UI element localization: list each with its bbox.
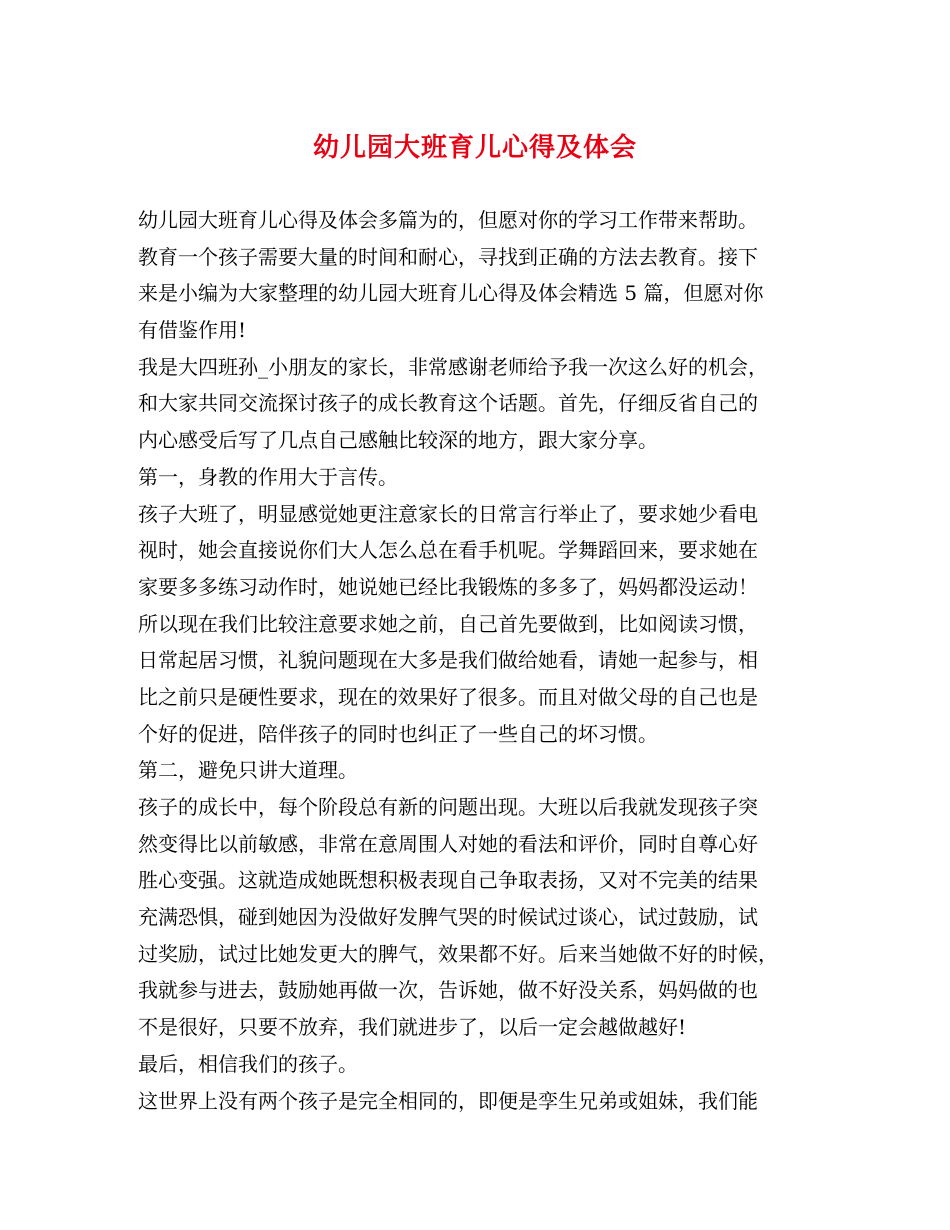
body-text-line: 孩子的成长中，每个阶段总有新的问题出现。大班以后我就发现孩子突 xyxy=(138,795,758,819)
body-text-line: 第二，避免只讲大道理。 xyxy=(138,758,358,783)
body-text-line: 家要多多练习动作时，她说她已经比我锻炼的多多了，妈妈都没运动！ xyxy=(138,574,758,599)
body-text-line: 有借鉴作用! xyxy=(138,318,247,343)
body-text-line: 孩子大班了，明显感觉她更注意家长的日常言行举止了，要求她少看电 xyxy=(138,501,758,526)
body-text-line: 充满恐惧，碰到她因为没做好发脾气哭的时候试过谈心，试过鼓励，试 xyxy=(138,905,758,930)
body-text-line: 胜心变强。这就造成她既想积极表现自己争取表扬，又对不完美的结果 xyxy=(138,868,758,893)
body-text-line: 比之前只是硬性要求，现在的效果好了很多。而且对做父母的自己也是 xyxy=(138,684,758,709)
body-text-line: 来是小编为大家整理的幼儿园大班育儿心得及体会精选 5 篇，但愿对你 xyxy=(138,281,764,306)
document-body xyxy=(138,202,828,1119)
body-text-line: 教育一个孩子需要大量的时间和耐心，寻找到正确的方法去教育。接下 xyxy=(138,244,758,269)
body-text-line: 然变得比以前敏感，非常在意周围人对她的看法和评价，同时自尊心好 xyxy=(138,831,758,856)
body-text-line: 日常起居习惯，礼貌问题现在大多是我们做给她看，请她一起参与，相 xyxy=(138,648,758,673)
body-text-line: 不是很好，只要不放弃，我们就进步了，以后一定会越做越好! xyxy=(138,1015,687,1040)
body-text-line: 幼儿园大班育儿心得及体会多篇为的，但愿对你的学习工作带来帮助。 xyxy=(138,208,758,232)
body-text-line: 我是大四班孙_小朋友的家长，非常感谢老师给予我一次这么好的机会， xyxy=(138,354,768,379)
body-text-line: 个好的促进，陪伴孩子的同时也纠正了一些自己的坏习惯。 xyxy=(138,721,658,746)
body-text-line: 和大家共同交流探讨孩子的成长教育这个话题。首先，仔细反省自己的 xyxy=(138,391,758,416)
document-title: 幼儿园大班育儿心得及体会 xyxy=(312,133,637,163)
body-text-line: 这世界上没有两个孩子是完全相同的，即便是孪生兄弟或姐妹，我们能 xyxy=(138,1088,758,1113)
body-text-line: 内心感受后写了几点自己感触比较深的地方，跟大家分享。 xyxy=(138,428,658,453)
body-text-line: 视时，她会直接说你们大人怎么总在看手机呢。学舞蹈回来，要求她在 xyxy=(138,538,758,563)
body-text-line: 第一，身教的作用大于言传。 xyxy=(138,464,398,489)
body-text-line: 我就参与进去，鼓励她再做一次，告诉她，做不好没关系，妈妈做的也 xyxy=(138,978,758,1003)
body-text-line: 最后，相信我们的孩子。 xyxy=(138,1051,358,1076)
body-text-line: 所以现在我们比较注意要求她之前，自己首先要做到，比如阅读习惯， xyxy=(138,611,758,636)
body-text-line: 过奖励，试过比她发更大的脾气，效果都不好。后来当她做不好的时候， xyxy=(138,941,778,966)
